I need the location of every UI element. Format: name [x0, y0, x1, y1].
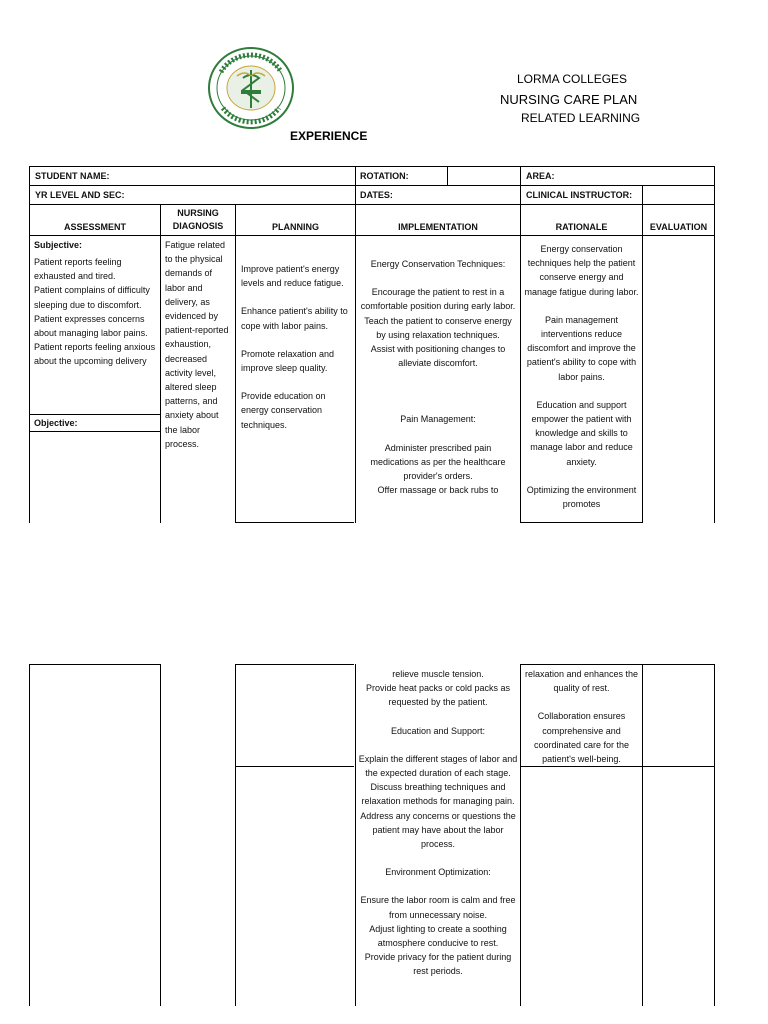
plan-title: NURSING CARE PLAN [500, 92, 638, 107]
subjective-label: Subjective: [34, 240, 83, 250]
planning-item: Improve patient's energy levels and reduce fatigue. [241, 264, 344, 289]
implementation-item: Encourage the patient to rest in a comfortable position during early labor. [360, 287, 516, 312]
column-header-rationale: RATIONALE [555, 222, 608, 232]
institution-name: LORMA COLLEGES [517, 72, 628, 86]
implementation-item: Provide heat packs or cold packs as requested by the patient. [365, 683, 511, 708]
dates-label: DATES: [360, 190, 393, 200]
subjective-item: Patient complains of difficulty sleeping due to discomfort. [34, 285, 150, 310]
yr-level-label: YR LEVEL AND SEC: [35, 190, 125, 200]
lorma-colleges-logo [207, 46, 295, 130]
implementation-item: Address any concerns or questions the patient may have about the labor process. [360, 810, 516, 850]
subjective-item: Patient reports feeling anxious about the upcoming delivery [34, 342, 156, 367]
nursing-diagnosis-text: Fatigue related to the physical demands of labor and delivery, as evidenced by patient-reported exhaustion, decreased activity level, altered sleep patterns, and anxiety about the labor process. [165, 240, 229, 449]
rationale-page2 [524, 667, 639, 766]
clinical-instructor-label: CLINICAL INSTRUCTOR: [526, 190, 633, 200]
pain-heading: Pain Management: [400, 414, 476, 425]
rationale-item: Energy conservation techniques help the patient conserve energy and manage fatigue during labor. [524, 244, 639, 297]
planning-item: Promote relaxation and improve sleep quality. [241, 348, 335, 374]
implementation-item: Offer massage or back rubs to [377, 485, 499, 496]
implementation-item: Explain the different stages of labor and the expected duration of each stage. [358, 753, 518, 779]
implementation-item: Discuss breathing techniques and relaxation methods for managing pain. [361, 782, 515, 807]
column-header-planning: PLANNING [272, 222, 319, 232]
column-header-nursing-diagnosis: NURSING DIAGNOSIS [172, 208, 224, 231]
column-header-assessment: ASSESSMENT [63, 222, 126, 232]
implementation-item: Provide privacy for the patient during rest periods. [364, 952, 512, 977]
planning-item: Enhance patient's ability to cope with labor pains. [241, 306, 348, 331]
implementation-interventions-page2 [358, 667, 518, 979]
rationale-page1 [524, 242, 639, 522]
planning-goals [241, 262, 353, 432]
rotation-label: ROTATION: [360, 171, 409, 181]
rationale-item: Pain management interventions reduce discomfort and improve the patient's ability to cope with labor pains. [526, 314, 637, 382]
planning-item: Provide education on energy conservation techniques. [241, 391, 326, 430]
implementation-interventions-page1 [360, 257, 516, 522]
energy-heading: Energy Conservation Techniques: [370, 259, 506, 269]
implementation-item: Teach the patient to conserve energy by using relaxation techniques. [364, 315, 512, 340]
experience-heading: EXPERIENCE [290, 129, 368, 143]
implementation-item: Administer prescribed pain medications as per the healthcare provider's orders. [370, 442, 506, 482]
implementation-item: Assist with positioning changes to alleviate discomfort. [370, 344, 506, 369]
implementation-item: Ensure the labor room is calm and free from unnecessary noise. [360, 895, 516, 920]
rationale-item: Collaboration ensures comprehensive and coordinated care for the patient's well-being. [533, 711, 630, 765]
column-header-implementation: IMPLEMENTATION [398, 222, 478, 232]
implementation-item: Adjust lighting to create a soothing atmosphere conducive to rest. [369, 923, 507, 949]
rationale-item: relaxation and enhances the quality of rest. [524, 669, 639, 694]
environment-heading: Environment Optimization: [385, 867, 491, 878]
rationale-item: Education and support empower the patient with knowledge and skills to manage labor and reduce anxiety. [530, 399, 633, 467]
related-learning: RELATED LEARNING [521, 111, 641, 125]
subjective-item: Patient reports feeling exhausted and tired. [34, 257, 122, 282]
column-header-evaluation: EVALUATION [649, 222, 708, 232]
area-label: AREA: [526, 171, 555, 181]
implementation-item: relieve muscle tension. [392, 669, 484, 679]
rationale-item: Optimizing the environment promotes [526, 484, 637, 510]
objective-label: Objective: [34, 418, 78, 428]
education-heading: Education and Support: [390, 725, 486, 736]
student-name-label: STUDENT NAME: [35, 171, 110, 181]
subjective-item: Patient expresses concerns about managing labor pains. [34, 313, 148, 339]
subjective-findings [34, 255, 156, 369]
